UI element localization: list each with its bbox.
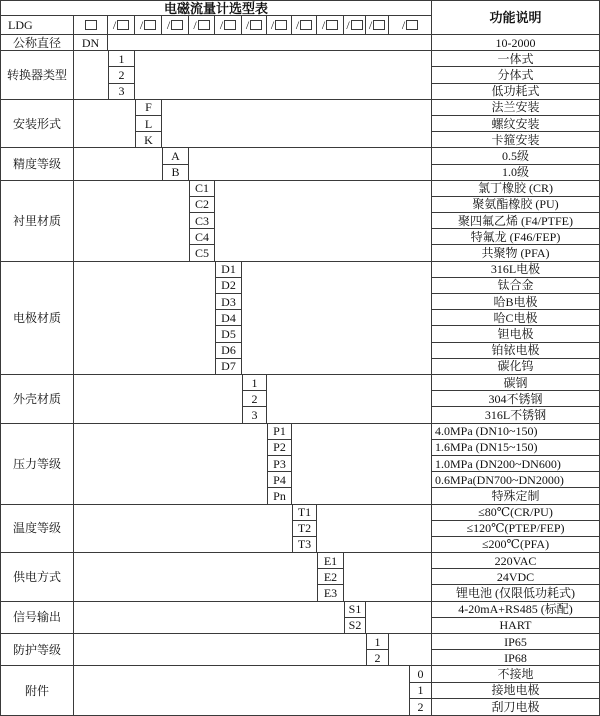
function-cell: 卡箍安装 [431,132,599,148]
function-cell: ≤200℃(PFA) [431,537,599,553]
filler-cell [74,488,267,504]
slash-separator: / [295,18,300,32]
code-cell: T2 [292,521,317,537]
slash-separator: / [245,18,250,32]
filler-cell [74,699,409,715]
code-box-icon [250,20,262,30]
group-label: 精度等级 [1,148,74,180]
function-cell: 24VDC [431,569,599,585]
code-box-icon [351,20,363,30]
slash-separator: / [112,18,117,32]
function-cell: IP68 [431,650,599,666]
code-cell: 1 [366,634,389,650]
function-cell: 特殊定制 [431,488,599,504]
code-cell: D1 [215,262,242,278]
code-cell: P3 [267,456,292,472]
code-box-icon [300,20,312,30]
filler-cell [389,650,431,666]
code-cell: 0 [409,666,431,682]
function-cell: 法兰安装 [431,100,599,116]
code-cell: D4 [215,310,242,326]
code-cell: P2 [267,440,292,456]
filler-cell [344,585,431,601]
code-cell: E2 [317,569,344,585]
slash-separator: / [219,18,224,32]
slash-separator: / [346,18,350,32]
header-slot-cell [189,16,215,35]
function-cell: ≤80℃(CR/PU) [431,505,599,521]
code-cell: C2 [189,197,215,213]
header-slot-cell [242,16,267,35]
slash-separator: / [139,18,144,32]
filler-cell [317,537,431,553]
code-cell: P1 [267,424,292,440]
code-cell: D7 [215,359,242,375]
slash-separator: / [166,18,171,32]
function-cell: 316L不锈钢 [431,407,599,423]
code-cell: 1 [108,51,135,67]
header-slot-cell [366,16,389,35]
code-cell: P4 [267,472,292,488]
code-cell: C4 [189,229,215,245]
group-label: 外壳材质 [1,375,74,424]
header-slot-cell [135,16,162,35]
filler-cell [135,84,431,100]
code-box-icon [85,20,97,30]
filler-cell [74,585,317,601]
function-cell: IP65 [431,634,599,650]
header-slot-cell [344,16,366,35]
code-cell: T3 [292,537,317,553]
code-cell: C1 [189,181,215,197]
filler-cell [242,359,431,375]
filler-cell [74,618,344,634]
function-cell: 220VAC [431,553,599,569]
group-label: 公称直径 [1,35,74,51]
code-cell: Pn [267,488,292,504]
code-box-icon [171,20,183,30]
filler-cell [215,245,431,261]
code-cell: A [162,148,189,164]
function-cell: 316L电极 [431,262,599,278]
function-cell: 氯丁橡胶 (CR) [431,181,599,197]
code-cell: E3 [317,585,344,601]
code-cell: D5 [215,326,242,342]
code-cell: F [135,100,162,116]
function-cell: 聚氨酯橡胶 (PU) [431,197,599,213]
function-cell: 螺纹安装 [431,116,599,132]
function-cell: 刮刀电极 [431,699,599,715]
function-cell: ≤120℃(PTEP/FEP) [431,521,599,537]
code-cell: S1 [344,602,366,618]
code-cell: K [135,132,162,148]
slash-separator: / [401,18,406,32]
group-label: 供电方式 [1,553,74,602]
function-cell: 10-2000 [431,35,599,51]
code-cell: C5 [189,245,215,261]
filler-cell [74,165,162,181]
header-slot-cell [108,16,135,35]
code-cell: 2 [366,650,389,666]
function-column-header: 功能说明 [431,1,599,35]
code-cell: C3 [189,213,215,229]
filler-cell [74,407,242,423]
filler-cell [74,650,366,666]
function-cell: 低功耗式 [431,84,599,100]
code-cell: L [135,116,162,132]
group-label: 温度等级 [1,505,74,554]
header-slot-cell [162,16,189,35]
function-cell: 聚四氟乙烯 (F4/PTFE) [431,213,599,229]
code-cell: D2 [215,278,242,294]
group-label: 防护等级 [1,634,74,666]
filler-cell [74,245,189,261]
function-cell: 锂电池 (仅限低功耗式) [431,585,599,601]
code-cell: 2 [108,67,135,83]
function-cell: 铂铱电极 [431,343,599,359]
group-label: 转换器类型 [1,51,74,100]
filler-cell [366,618,431,634]
slash-separator: / [193,18,197,32]
function-cell: 钛合金 [431,278,599,294]
filler-cell [292,488,431,504]
function-cell: 不接地 [431,666,599,682]
function-cell: 1.0级 [431,165,599,181]
code-cell: 2 [409,699,431,715]
function-cell: 1.6MPa (DN15~150) [431,440,599,456]
code-box-icon [406,20,418,30]
slash-separator: / [270,18,275,32]
filler-cell [74,359,215,375]
code-cell: D6 [215,343,242,359]
function-cell: 1.0MPa (DN200~DN600) [431,456,599,472]
function-cell: 分体式 [431,67,599,83]
code-box-icon [224,20,236,30]
filler-cell [108,35,431,51]
header-slot-cell [267,16,292,35]
filler-cell [267,407,431,423]
code-cell: 2 [242,391,267,407]
header-slot-cell [215,16,242,35]
group-label: 信号输出 [1,602,74,634]
function-cell: 哈B电极 [431,294,599,310]
header-slot-cell [317,16,344,35]
code-box-icon [144,20,156,30]
function-cell: 一体式 [431,51,599,67]
function-cell: 碳钢 [431,375,599,391]
code-cell: 1 [409,683,431,699]
code-cell: E1 [317,553,344,569]
filler-cell [162,132,431,148]
filler-cell [189,165,431,181]
slash-separator: / [321,18,326,32]
function-cell: 共聚物 (PFA) [431,245,599,261]
slash-separator: / [368,18,373,32]
model-digit-box [74,16,108,35]
group-label: 电极材质 [1,262,74,375]
code-cell: D3 [215,294,242,310]
filler-cell [74,132,135,148]
filler-cell [74,537,292,553]
model-prefix: LDG [1,16,74,35]
function-cell: 0.5级 [431,148,599,164]
code-box-icon [117,20,129,30]
filler-cell [74,84,108,100]
function-cell: 哈C电极 [431,310,599,326]
header-slot-cell [389,16,431,35]
function-cell: HART [431,618,599,634]
code-cell: 1 [242,375,267,391]
function-cell: 碳化钨 [431,359,599,375]
group-label: 衬里材质 [1,181,74,262]
group-label: 压力等级 [1,424,74,505]
code-cell: 3 [108,84,135,100]
code-cell: 3 [242,407,267,423]
function-cell: 4-20mA+RS485 (标配) [431,602,599,618]
code-cell: S2 [344,618,366,634]
function-cell: 0.6MPa(DN700~DN2000) [431,472,599,488]
code-box-icon [373,20,385,30]
code-box-icon [198,20,210,30]
function-cell: 特氟龙 (F46/FEP) [431,229,599,245]
code-box-icon [326,20,338,30]
code-cell: B [162,165,189,181]
function-cell: 钽电极 [431,326,599,342]
group-label: 安装形式 [1,100,74,149]
function-cell: 接地电极 [431,683,599,699]
code-cell: DN [74,35,108,51]
header-slot-cell [292,16,317,35]
code-cell: T1 [292,505,317,521]
table-title: 电磁流量计选型表 [1,1,431,16]
function-cell: 304不锈钢 [431,391,599,407]
code-box-icon [275,20,287,30]
function-cell: 4.0MPa (DN10~150) [431,424,599,440]
group-label: 附件 [1,666,74,715]
